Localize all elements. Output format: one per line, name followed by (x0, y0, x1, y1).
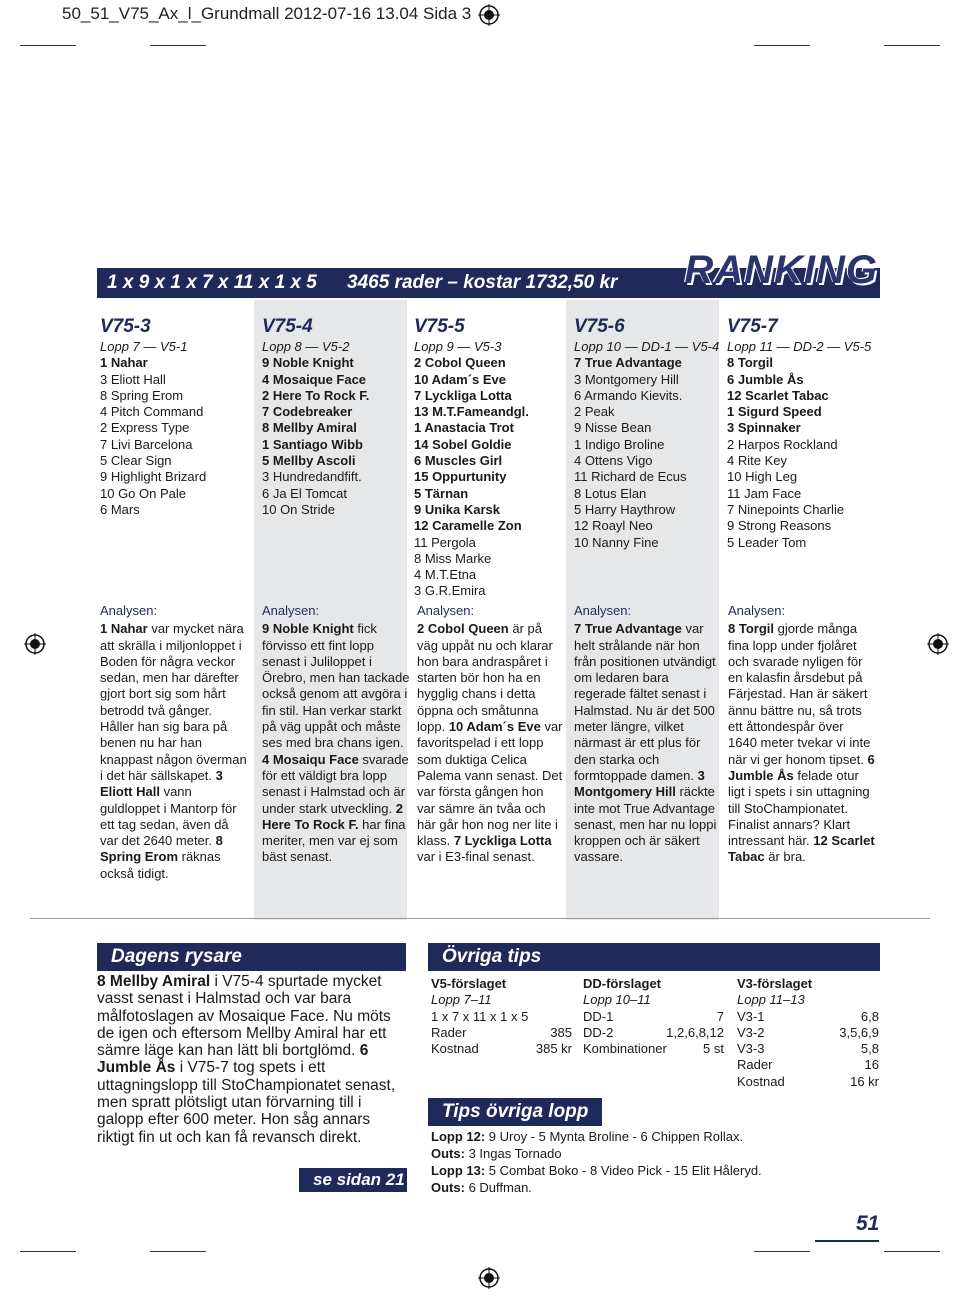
kv-key: Kostnad (737, 1073, 785, 1089)
race-lopp: Lopp 7 — V5-1 (100, 339, 188, 354)
kv-value: 5 st (703, 1041, 724, 1057)
analysis-heading: Analysen: (574, 603, 632, 618)
horse-entry: 4 M.T.Etna (414, 567, 477, 583)
race-title: V75-4 (262, 316, 313, 337)
horse-entry: 2 Here To Rock F. (262, 387, 370, 403)
horse-entry: 10 Adam´s Eve (414, 371, 507, 387)
page-number-rule (815, 1240, 879, 1242)
horse-name: 6 Jumble Ås (97, 1042, 369, 1077)
tip-line (431, 1162, 762, 1179)
crop-line (754, 45, 810, 46)
kv-key: DD-1 (583, 1008, 614, 1024)
horse-entry: 14 Sobel Goldie (414, 436, 512, 452)
v5-forslaget (431, 976, 572, 1057)
ranking-title: RANKING (684, 248, 878, 292)
horse-name: 9 Noble Knight (262, 621, 354, 637)
analysis-text (417, 621, 565, 865)
horse-entry: 3 G.R.Emira (414, 583, 486, 599)
analysis-run: var helt strålande när hon från positionen utvändigt om ledaren bara regerade fältet senast i Halmstad. Nu är det 500 meter längre, vilket närmast är ett plus för den starka och formtoppade damen. (574, 621, 716, 783)
race-title: V75-5 (414, 316, 465, 337)
analysis-block (100, 603, 248, 882)
horse-entry: 3 Eliott Hall (100, 371, 166, 387)
horse-entry: 9 Nisse Bean (574, 420, 652, 436)
ovriga-tips-heading: Övriga tips (428, 943, 880, 971)
kv-value: 1,2,6,8,12 (666, 1024, 724, 1040)
horse-entry: 13 M.T.Fameandgl. (414, 404, 529, 420)
kv-key: Kostnad (431, 1041, 479, 1057)
page-number: 51 (856, 1212, 880, 1235)
analysis-run: var favoritspelad i ett lopp som duktiga Celica Palema vann senast. Det var första gången hon var sämre än tvåa och här går hon nog ner lite i klass. (417, 719, 563, 849)
analysis-run: är på väg uppåt nu och klarar hon bara andraspåret i starten bör hon ha en hygglig chans i detta öppna och småtunna lopp. (417, 621, 553, 735)
horse-entry: 9 Noble Knight (262, 355, 354, 371)
horse-entry: 6 Mars (100, 501, 140, 517)
tip-key: Lopp 13: (431, 1163, 486, 1178)
horse-entry: 12 Scarlet Tabac (727, 387, 829, 403)
race-lopp: Lopp 10 — DD-1 — V5-4 (574, 339, 720, 354)
horse-name: 4 Mosaiqu Face (262, 751, 359, 767)
v5-title: V5-förslaget (431, 976, 507, 991)
horse-name: 6 Jumble Ås (728, 751, 875, 783)
horse-entry: 7 Livi Barcelona (100, 436, 193, 452)
horse-name: 7 True Advantage (574, 621, 682, 637)
text-run: i V75-4 spurtade mycket vasst senast i Halmstad och var bara målfotoslagen av Mosaique Face. Nu möts de igen och eftersom Mellby Amiral har ett sämre läge kan han lätt bli bortglömd. (97, 973, 391, 1060)
race-column (100, 315, 250, 518)
kv-key: Rader (431, 1024, 467, 1040)
horse-entry: 5 Clear Sign (100, 453, 172, 469)
tips-ovriga-lopp-heading: Tips övriga lopp (428, 1098, 602, 1126)
horse-entry: 8 Torgil (727, 355, 773, 371)
analysis-run: svarade för ett väldigt bra lopp senast i Halmstad och är under stark utveckling. (262, 751, 409, 816)
tip-value: 5 Combat Boko - 8 Video Pick - 15 Elit Håleryd. (485, 1163, 762, 1178)
horse-entry: 9 Highlight Brizard (100, 469, 207, 485)
horse-entry: 2 Express Type (100, 420, 190, 436)
dagens-rysare-text (97, 973, 407, 1146)
horse-entry: 12 Caramelle Zon (414, 518, 522, 534)
horse-entry: 7 True Advantage (574, 355, 682, 371)
kv-row (583, 1025, 724, 1041)
analysis-block (574, 603, 722, 866)
analysis-heading: Analysen: (728, 603, 786, 618)
race-title: V75-3 (100, 316, 151, 337)
analysis-block (728, 603, 876, 866)
horse-entry: 2 Peak (574, 404, 615, 420)
dagens-rysare-heading: Dagens rysare (97, 943, 406, 971)
analysis-text (262, 621, 410, 865)
horse-entry: 1 Santiago Wibb (262, 436, 363, 452)
tip-key: Outs: (431, 1146, 465, 1161)
v5-system: 1 x 7 x 11 x 1 x 5 (431, 1008, 529, 1024)
horse-entry: 11 Pergola (414, 534, 476, 550)
analysis-heading: Analysen: (262, 603, 320, 618)
horse-entry: 10 High Leg (727, 469, 798, 485)
kv-row (737, 1009, 879, 1025)
section-divider (30, 918, 930, 919)
race-title: V75-7 (727, 316, 778, 337)
horse-entry: 8 Miss Marke (414, 550, 492, 566)
horse-entry: 3 Hundredandfift. (262, 469, 362, 485)
tip-value: 6 Duffman. (464, 1180, 532, 1195)
horse-entry: 2 Cobol Queen (414, 355, 506, 371)
registration-mark-icon (24, 633, 46, 655)
print-slug: 50_51_V75_Ax_l_Grundmall 2012-07-16 13.04 Sida 3 (62, 4, 472, 23)
crop-line (20, 1251, 76, 1252)
kv-key: DD-2 (583, 1024, 614, 1040)
analysis-run: gjorde många fina lopp under fjolåret och svarade nyligen för en kalasfin årsdebut på Färjestad. Han är säkert ännu bättre nu, så trots ett åttondespår över 1640 meter tvekar vi inte när vi ger honom tipset. (728, 621, 871, 767)
race-lopp: Lopp 8 — V5-2 (262, 339, 350, 354)
crop-line (20, 45, 76, 46)
analysis-run: var mycket nära att skrälla i miljonloppet i Boden för några veckor sedan, men har därefter gjort bort sig som hårt betrodd två gånger. Håller han sig bara på benen nu har han knappast någon överman i det här sällskapet. (100, 621, 247, 783)
registration-mark-icon (478, 1267, 500, 1289)
horse-entry: 3 Spinnaker (727, 420, 801, 436)
v5-rows (431, 1025, 572, 1058)
kv-key: V3-1 (737, 1008, 765, 1024)
tip-line (431, 1179, 762, 1196)
race-lopp: Lopp 11 — DD-2 — V5-5 (727, 339, 872, 354)
analysis-run: felade otur ligt i spets i sin uttagning till StoChampionatet. Finalist annars? Klart intressant här. (728, 767, 870, 849)
analysis-run: har fina meriter, men var ej som bäst senast. (262, 816, 406, 865)
horse-name: 10 Adam´s Eve (448, 719, 541, 735)
analysis-run: räknas också tidigt. (100, 849, 221, 881)
kv-value: 5,8 (860, 1041, 879, 1057)
v3-lopp: Lopp 11–13 (737, 992, 805, 1008)
horse-name: 3 Eliott Hall (100, 767, 223, 800)
crop-line (150, 45, 206, 46)
v3-title: V3-förslaget (737, 976, 813, 991)
race-title: V75-6 (574, 316, 625, 337)
kv-row (737, 1074, 879, 1090)
analysis-block (417, 603, 565, 866)
horse-entry: 15 Oppurtunity (414, 469, 507, 485)
horse-name: 12 Scarlet Tabac (728, 833, 875, 865)
crop-line (150, 1251, 206, 1252)
kv-key: Kombinationer (583, 1041, 667, 1057)
horse-entry: 1 Anastacia Trot (414, 420, 514, 436)
horse-entry: 6 Muscles Girl (414, 453, 503, 469)
horse-name: 1 Nahar (100, 621, 148, 637)
kv-value: 6,8 (860, 1008, 879, 1024)
horse-entry: 8 Lotus Elan (574, 485, 647, 501)
analysis-run: är bra. (764, 849, 806, 865)
horse-name: 8 Torgil (728, 621, 774, 637)
kv-value: 385 (550, 1024, 572, 1040)
horse-name: 7 Lyckliga Lotta (453, 833, 552, 849)
kv-key: Rader (737, 1057, 773, 1073)
tip-line (431, 1128, 762, 1145)
horse-entry: 5 Harry Haythrow (574, 501, 676, 517)
horse-entry: 5 Tärnan (414, 485, 469, 501)
horse-entry: 3 Montgomery Hill (574, 371, 679, 387)
kv-row (737, 1057, 879, 1073)
horse-entry: 1 Nahar (100, 355, 148, 371)
horse-entry: 4 Rite Key (727, 453, 787, 469)
see-page-link[interactable]: se sidan 21 (299, 1168, 407, 1192)
kv-key: V3-2 (737, 1024, 765, 1040)
kv-value: 3,5,6,9 (839, 1024, 879, 1040)
registration-mark-icon (478, 4, 500, 26)
analysis-text (574, 621, 722, 865)
horse-entry: 5 Leader Tom (727, 534, 807, 550)
system-string: 1 x 9 x 1 x 7 x 11 x 1 x 5 (107, 272, 317, 293)
race-lopp: Lopp 9 — V5-3 (414, 339, 502, 354)
horse-entry: 7 Ninepoints Charlie (727, 501, 845, 517)
kv-value: 7 (716, 1008, 724, 1024)
analysis-run: fick förvisso ett fint lopp senast i Juliloppet i Örebro, men han tackade också genom att avgöra i fin stil. Han verkar starkt på väg uppåt och måste ses med bra chans igen. (262, 621, 410, 751)
tip-key: Lopp 12: (431, 1129, 486, 1144)
analysis-run: vann guldloppet i Mantorp för ett tag sedan, även då var det 2640 meter. (100, 784, 237, 849)
v5-lopp: Lopp 7–11 (431, 992, 492, 1008)
horse-entry: 7 Codebreaker (262, 404, 353, 420)
race-column (262, 315, 412, 518)
kv-value: 16 (864, 1057, 879, 1073)
kv-row (431, 1041, 572, 1057)
horse-name: 2 Here To Rock F. (262, 800, 403, 832)
horse-entry: 1 Indigo Broline (574, 436, 665, 452)
crop-line (884, 1251, 940, 1252)
horse-name: 3 Montgomery Hill (574, 767, 705, 800)
kv-value: 16 kr (850, 1073, 879, 1089)
text-run: i V75-7 tog spets i ett uttagningslopp till StoChampionatet senast, men spratt plötsligt utan förvarning till i galopp efter 600 meter. Hon såg annars riktigt fin ut och kan få revansch direkt. (97, 1059, 396, 1146)
horse-name: 8 Spring Erom (100, 833, 223, 865)
horse-entry: 6 Armando Kievits. (574, 387, 683, 403)
race-column (414, 315, 564, 600)
analysis-heading: Analysen: (417, 603, 475, 618)
kv-value: 385 kr (535, 1041, 572, 1057)
horse-entry: 10 Nanny Fine (574, 534, 659, 550)
v3-rows (737, 1009, 879, 1090)
analysis-heading: Analysen: (100, 603, 158, 618)
kv-key: V3-3 (737, 1041, 765, 1057)
tips-ovriga-lopp-list (431, 1128, 762, 1196)
horse-entry: 6 Ja El Tomcat (262, 485, 348, 501)
horse-entry: 12 Roayl Neo (574, 518, 653, 534)
analysis-text (100, 621, 248, 882)
horse-entry: 11 Jam Face (727, 485, 802, 501)
horse-entry: 8 Mellby Amiral (262, 420, 357, 436)
horse-entry: 4 Mosaique Face (262, 371, 367, 387)
registration-mark-icon (927, 633, 949, 655)
horse-entry: 8 Spring Erom (100, 387, 184, 403)
horse-entry: 10 On Stride (262, 501, 335, 517)
dd-forslaget (583, 976, 724, 1057)
horse-entry: 6 Jumble Ås (727, 371, 804, 387)
horse-entry: 5 Mellby Ascoli (262, 453, 356, 469)
horse-entry: 10 Go On Pale (100, 485, 186, 501)
tip-value: 3 Ingas Tornado (464, 1146, 562, 1161)
system-cost: 3465 rader – kostar 1732,50 kr (347, 272, 618, 293)
horse-entry: 9 Unika Karsk (414, 501, 500, 517)
crop-line (754, 1251, 810, 1252)
kv-row (737, 1025, 879, 1041)
horse-name: 8 Mellby Amiral (97, 973, 211, 990)
v3-forslaget (737, 976, 879, 1090)
horse-entry: 7 Lyckliga Lotta (414, 387, 512, 403)
dd-title: DD-förslaget (583, 976, 662, 991)
analysis-block (262, 603, 410, 866)
tip-line (431, 1145, 762, 1162)
crop-line (884, 45, 940, 46)
analysis-run: räckte inte mot True Advantage senast, men har nu loppi kroppen och är säkert vassare. (574, 784, 717, 865)
analysis-run: var i E3-final senast. (417, 849, 535, 865)
race-column (574, 315, 724, 551)
kv-row (583, 1041, 724, 1057)
kv-row (431, 1025, 572, 1041)
horse-entry: 9 Strong Reasons (727, 518, 832, 534)
dd-lopp: Lopp 10–11 (583, 992, 651, 1008)
tip-value: 9 Uroy - 5 Mynta Broline - 6 Chippen Rollax. (485, 1129, 744, 1144)
horse-name: 2 Cobol Queen (417, 621, 509, 637)
horse-entry: 1 Sigurd Speed (727, 404, 822, 420)
kv-row (737, 1041, 879, 1057)
race-column (727, 315, 877, 551)
horse-entry: 4 Ottens Vigo (574, 453, 653, 469)
horse-entry: 2 Harpos Rockland (727, 436, 838, 452)
tip-key: Outs: (431, 1180, 465, 1195)
dd-rows (583, 1009, 724, 1058)
horse-entry: 11 Richard de Ecus (574, 469, 687, 485)
kv-row (583, 1009, 724, 1025)
analysis-text (728, 621, 876, 865)
horse-entry: 4 Pitch Command (100, 404, 204, 420)
